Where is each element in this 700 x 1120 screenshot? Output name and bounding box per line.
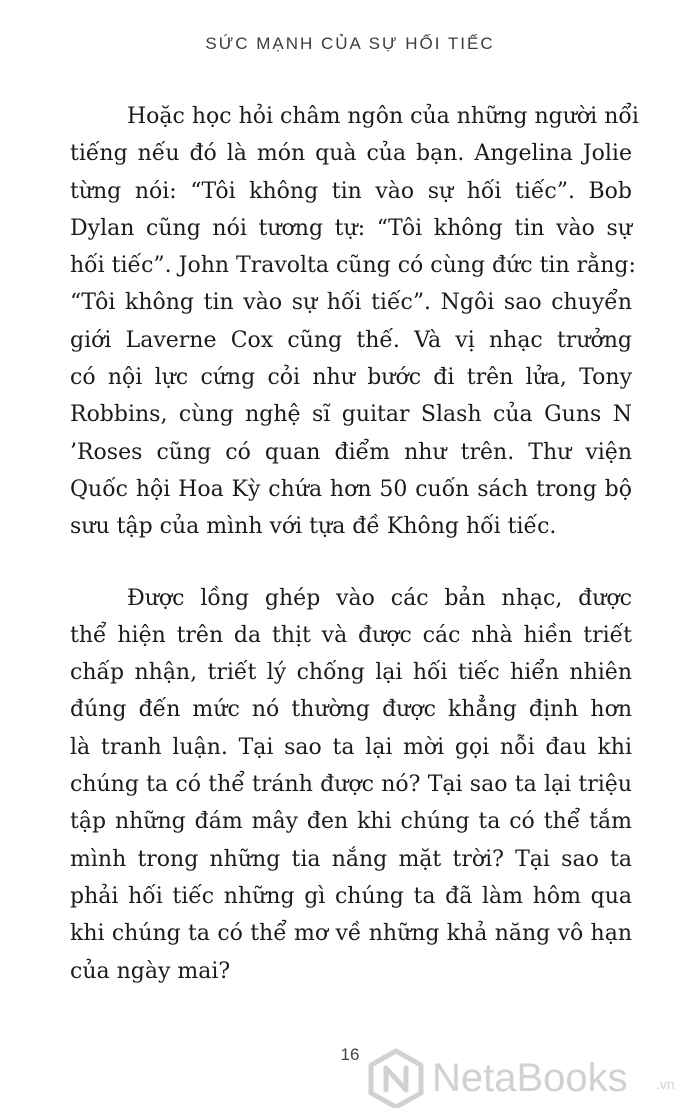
text-line: “Tôi không tin vào sự hối tiếc”. Ngôi sao chuyển	[70, 290, 632, 316]
page-number: 16	[340, 1045, 360, 1064]
text-line: giới Laverne Cox cũng thế. Và vị nhạc trưởng	[70, 327, 632, 353]
text-line: của ngày mai?	[70, 958, 231, 984]
watermark-tld: .vn	[656, 1076, 675, 1092]
text-line: chấp nhận, triết lý chống lại hối tiếc hiển nhiên	[70, 660, 632, 686]
running-header: SỨC MẠNH CỦA SỰ HỐI TIẾC	[205, 34, 495, 53]
text-line: tập những đám mây đen khi chúng ta có thể tắm	[70, 809, 632, 835]
text-line: có nội lực cứng cỏi như bước đi trên lửa, Tony	[70, 365, 632, 391]
text-line: sưu tập của mình với tựa đề Không hối tiếc.	[70, 514, 557, 540]
text-line: hối tiếc”. John Travolta cũng có cùng đức tin rằng:	[70, 253, 636, 279]
text-line: Robbins, cùng nghệ sĩ guitar Slash của Guns N	[70, 402, 632, 428]
text-line: Dylan cũng nói tương tự: “Tôi không tin vào sự	[70, 215, 632, 241]
text-line: thể hiện trên da thịt và được các nhà hiền triết	[70, 622, 632, 648]
text-line: Được lồng ghép vào các bản nhạc, được	[127, 585, 632, 611]
text-line: là tranh luận. Tại sao ta lại mời gọi nỗi đau khi	[70, 734, 632, 760]
text-line: Hoặc học hỏi châm ngôn của những người nổi	[127, 104, 639, 129]
text-line: đúng đến mức nó thường được khẳng định hơn	[70, 697, 632, 723]
paragraph-2	[70, 580, 632, 990]
text-line: phải hối tiếc những gì chúng ta đã làm hôm qua	[70, 883, 632, 909]
watermark	[366, 1048, 696, 1112]
text-line: mình trong những tia nắng mặt trời? Tại sao ta	[70, 846, 632, 872]
paragraph-1	[70, 98, 639, 546]
text-line: chúng ta có thể tránh được nó? Tại sao ta lại triệu	[70, 772, 632, 798]
body-text	[70, 98, 639, 990]
paragraph-gap	[70, 546, 632, 580]
text-line: khi chúng ta có thể mơ về những khả năng vô hạn	[70, 921, 632, 947]
text-line: từng nói: “Tôi không tin vào sự hối tiếc”. Bob	[70, 178, 632, 204]
text-line: tiếng nếu đó là món quà của bạn. Angelina Jolie	[70, 141, 632, 167]
netabooks-logo-icon	[366, 1048, 426, 1108]
watermark-brand: NetaBooks	[432, 1056, 628, 1100]
text-line: ’Roses cũng có quan điểm như trên. Thư viện	[70, 439, 632, 465]
text-line: Quốc hội Hoa Kỳ chứa hơn 50 cuốn sách trong bộ	[70, 476, 632, 502]
